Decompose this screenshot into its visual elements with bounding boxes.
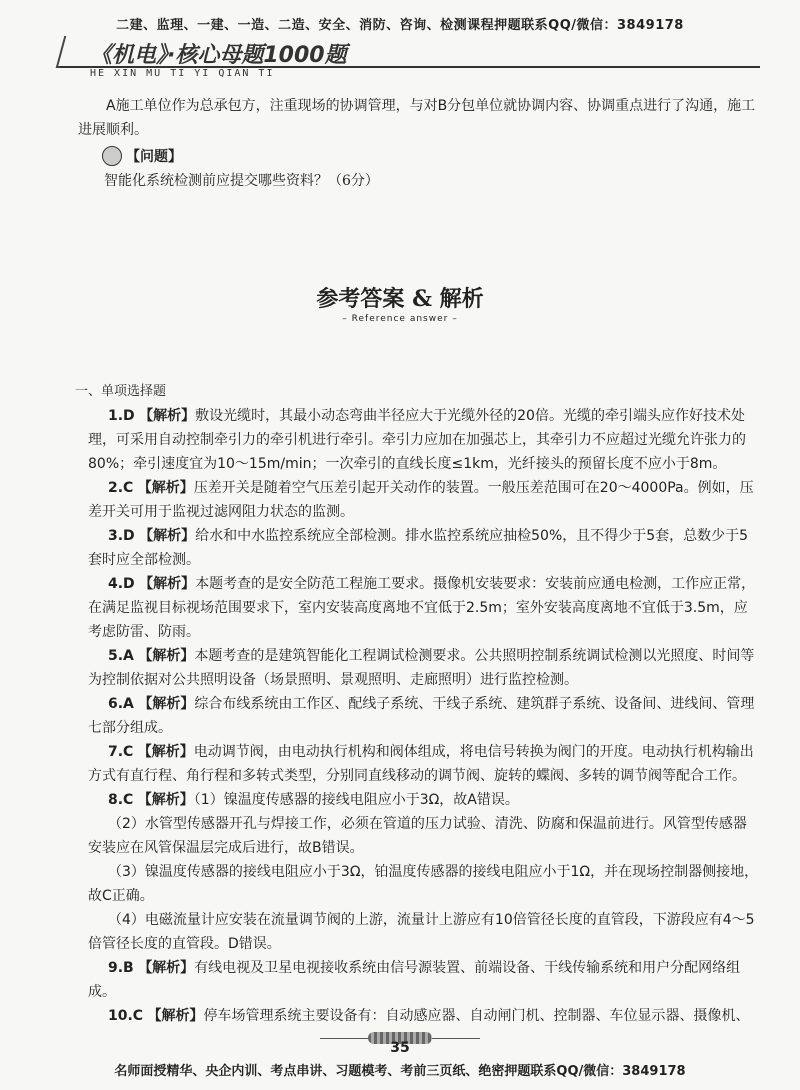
question-label: 【问题】 [126,149,182,165]
question-icon [102,146,122,166]
answer-item: （3）镍温度传感器的接线电阻应小于3Ω，铂温度传感器的接线电阻应小于1Ω，并在现场控制器侧接地，故C正确。 [88,864,759,904]
bottom-contact-banner: 名师面授精华、央企内训、考点串讲、习题模考、考前三页纸、绝密押题联系QQ/微信：3849178 [114,1064,686,1079]
answer-item: （4）电磁流量计应安装在流量调节阀的上游，流量计上游应有10倍管径长度的直管段，下游段应有4～5倍管径长度的直管段。D错误。 [88,912,755,952]
answer-item: 10.C 【解析】停车场管理系统主要设备有：自动感应器、自动闸门机、控制器、车位显示器、摄像机、 [108,1008,750,1024]
answer-item: 4.D 【解析】本题考查的是安全防范工程施工要求。摄像机安装要求：安装前应通电检测，工作应正常，在满足监视目标视场范围要求下，室内安装高度离地不宜低于2.5m；室外安装高度离地不宜低于3.5m，应考虑防雷、防雨。 [88,576,756,640]
header-decoration-icon [56,36,91,68]
answer-item: 2.C 【解析】压差开关是随着空气压差引起开关动作的装置。一般压差范围可在20～4000Pa。例如，压差开关可用于监视过滤网阻力状态的监测。 [88,480,754,520]
question-text: 智能化系统检测前应提交哪些资料？（6分） [104,173,379,189]
page-number: 35 [390,1040,410,1056]
answer-item: 7.C 【解析】电动调节阀，由电动执行机构和阀体组成，将电信号转换为阀门的开度。电动执行机构输出方式有直行程、角行程和多转式类型，分别同直线移动的调节阀、旋转的蝶阀、多转的调节阀等配合工作。 [88,744,754,784]
book-subtitle: HE XIN MU TI YI QIAN TI [90,68,275,79]
answer-item: 6.A 【解析】综合布线系统由工作区、配线子系统、干线子系统、建筑群子系统、设备间、进线间、管理七部分组成。 [88,696,755,736]
answer-item: 9.B 【解析】有线电视及卫星电视接收系统由信号源装置、前端设备、干线传输系统和用户分配网络组成。 [88,960,741,1000]
page-header [60,36,760,86]
section-heading: 一、单项选择题 [75,384,167,399]
answer-title: 参考答案 & 解析 [316,286,484,312]
case-paragraph: A施工单位作为总承包方，注重现场的协调管理，与对B分包单位就协调内容、协调重点进行了沟通，施工进展顺利。 [78,98,756,138]
answer-list [88,404,760,1028]
answer-item: 3.D 【解析】给水和中水监控系统应全部检测。排水监控系统应抽检50%，且不得少于5套，总数少于5套时应全部检测。 [88,528,749,568]
book-title: 《机电》·核心母题1000题 [90,43,347,68]
answer-item: 8.C 【解析】（1）镍温度传感器的接线电阻应小于3Ω，故A错误。 [108,792,519,808]
top-contact-banner: 二建、监理、一建、一造、二造、安全、消防、咨询、检测课程押题联系QQ/微信：3849178 [116,18,684,33]
question-heading [102,146,182,166]
answer-item: 5.A 【解析】本题考查的是建筑智能化工程调试检测要求。公共照明控制系统调试检测以光照度、时间等为控制依据对公共照明设备（场景照明、景观照明、走廊照明）进行监控检测。 [88,648,755,688]
answer-item: （2）水管型传感器开孔与焊接工作，必须在管道的压力试验、清洗、防腐和保温前进行。风管型传感器安装应在风管保温层完成后进行，故B错误。 [88,816,747,856]
answer-subtitle: – Reference answer – [342,314,458,324]
answer-item: 1.D 【解析】敷设光缆时，其最小动态弯曲半径应大于光缆外径的20倍。光缆的牵引端头应作好技术处理，可采用自动控制牵引力的牵引机进行牵引。牵引力应加在加强芯上，其牵引力不应超过光缆允许张力的80%；牵引速度宜为10～15m/min；一次牵引的直线长度≤1km，光纤接头的预留长度不应小于8m。 [88,408,746,472]
